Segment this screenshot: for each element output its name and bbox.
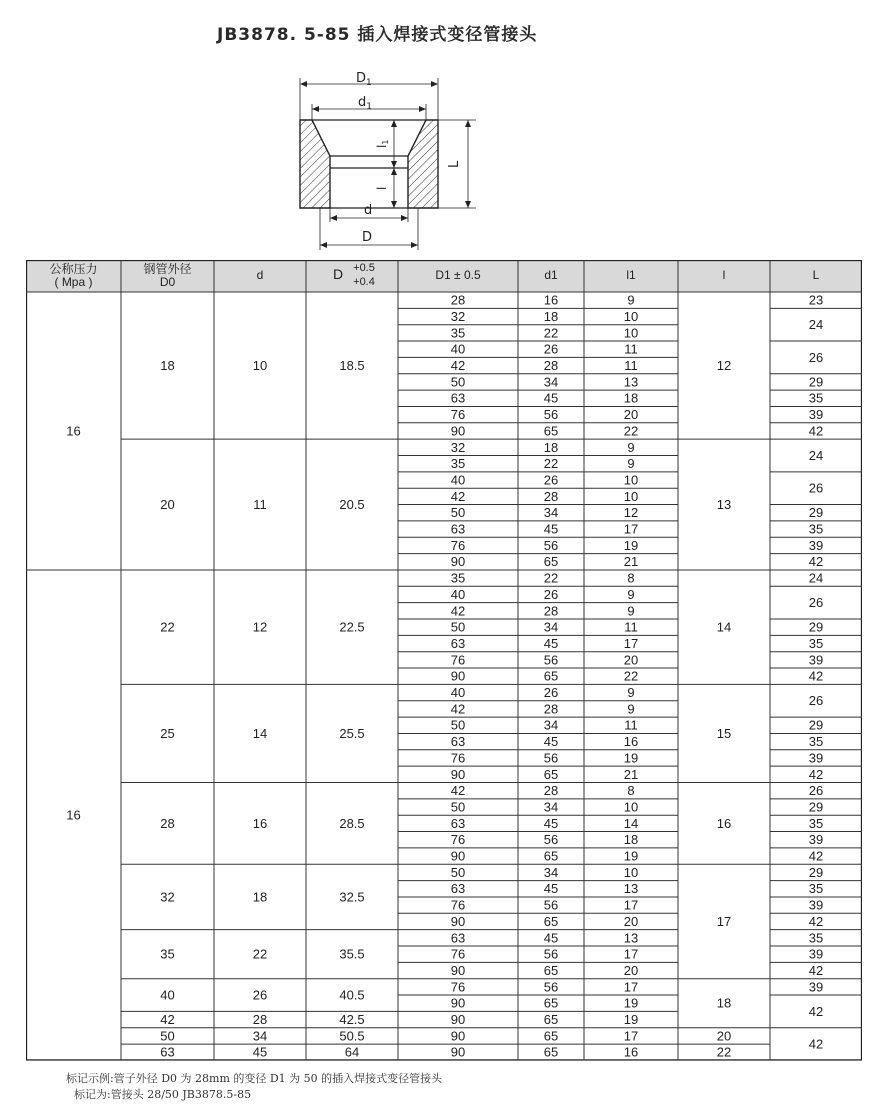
pipe-cell-d: 10 xyxy=(252,358,268,374)
cell-l1: 17 xyxy=(623,897,639,913)
cell-l1: 13 xyxy=(623,374,639,390)
pipe-cell-D0: 42 xyxy=(160,1012,175,1028)
L-cell-value: 42 xyxy=(808,554,824,570)
l-cell-value: 13 xyxy=(716,496,732,512)
pipe-cell-d: 34 xyxy=(252,1028,268,1044)
cell-D1: 76 xyxy=(450,832,466,848)
L-cell-value: 24 xyxy=(808,447,824,463)
l-cell-value: 22 xyxy=(716,1044,732,1060)
cell-l1: 22 xyxy=(623,423,639,439)
pipe-cell-D0: 20 xyxy=(160,496,175,512)
pipe-cell-D: 18.5 xyxy=(339,358,365,374)
cell-l1: 21 xyxy=(623,554,639,570)
pipe-cell-D: 64 xyxy=(344,1044,360,1060)
label-l: l xyxy=(375,186,389,190)
cell-l1: 8 xyxy=(627,570,635,586)
cell-D1: 40 xyxy=(450,472,466,488)
L-cell-value: 42 xyxy=(808,962,824,978)
L-cell-value: 42 xyxy=(808,1036,824,1052)
spec-table xyxy=(26,260,862,1070)
pipe-cell-D0: 28 xyxy=(160,815,175,831)
cell-D1: 76 xyxy=(450,979,466,995)
cell-d1: 34 xyxy=(543,374,559,390)
cell-l1: 11 xyxy=(624,341,638,357)
cell-d1: 45 xyxy=(543,521,559,537)
L-cell-value: 29 xyxy=(808,374,824,390)
page-title: JB3878. 5-85 插入焊接式变径管接头 xyxy=(217,25,538,45)
cell-l1: 22 xyxy=(623,668,639,684)
cell-D1: 63 xyxy=(450,635,466,651)
L-cell-value: 26 xyxy=(808,783,824,799)
L-cell-value: 23 xyxy=(808,292,824,308)
label-d: d xyxy=(364,203,373,218)
pipe-cell-d: 14 xyxy=(252,725,268,741)
cell-l1: 10 xyxy=(623,488,639,504)
L-cell-value: 42 xyxy=(808,423,824,439)
L-cell-value: 42 xyxy=(808,848,824,864)
cell-D1: 42 xyxy=(450,488,466,504)
cell-l1: 10 xyxy=(623,799,639,815)
marking-example-note: 标记示例:管子外径 D0 为 28mm 的变径 D1 为 50 的插入焊接式变径管接头 xyxy=(66,1072,443,1085)
cell-l1: 17 xyxy=(623,979,639,995)
pipe-cell-d: 22 xyxy=(252,946,268,962)
label-D1: $D_1$ xyxy=(356,71,372,88)
cell-D1: 50 xyxy=(450,619,466,635)
cell-d1: 28 xyxy=(543,603,559,619)
l-cell-value: 16 xyxy=(716,815,732,831)
cell-D1: 76 xyxy=(450,750,466,766)
label-d1: $d_1$ xyxy=(358,95,372,112)
cell-D1: 40 xyxy=(450,341,466,357)
cell-d1: 34 xyxy=(543,717,559,733)
cell-d1: 28 xyxy=(543,358,559,374)
cell-d1: 65 xyxy=(543,848,559,864)
cell-l1: 16 xyxy=(623,1044,639,1060)
cell-l1: 19 xyxy=(623,848,639,864)
cell-d1: 26 xyxy=(543,586,559,602)
pressure-cell-value: 16 xyxy=(66,807,81,823)
cell-D1: 50 xyxy=(450,717,466,733)
cell-l1: 9 xyxy=(627,701,635,717)
cell-D1: 76 xyxy=(450,537,466,553)
header-L: L xyxy=(812,268,820,283)
cell-D1: 42 xyxy=(450,783,466,799)
L-cell-value: 39 xyxy=(808,979,824,995)
pipe-cell-D: 28.5 xyxy=(339,815,365,831)
pipe-cell-D0: 63 xyxy=(160,1044,175,1060)
cell-d1: 45 xyxy=(543,815,559,831)
cell-D1: 63 xyxy=(450,815,466,831)
header-l1: l1 xyxy=(626,268,636,283)
L-cell-value: 29 xyxy=(808,619,824,635)
L-cell-value: 26 xyxy=(808,693,824,709)
cell-d1: 26 xyxy=(543,472,559,488)
pipe-cell-d: 45 xyxy=(252,1044,268,1060)
fitting-drawing xyxy=(290,68,490,262)
cell-D1: 40 xyxy=(450,685,466,701)
cell-D1: 42 xyxy=(450,701,466,717)
pipe-cell-D0: 32 xyxy=(160,889,175,905)
L-cell-value: 24 xyxy=(808,570,824,586)
cell-d1: 65 xyxy=(543,1012,559,1028)
L-cell-value: 29 xyxy=(808,505,824,521)
cell-d1: 65 xyxy=(543,554,559,570)
pipe-cell-D: 22.5 xyxy=(339,619,365,635)
L-cell-value: 42 xyxy=(808,1003,824,1019)
L-cell-value: 35 xyxy=(808,390,824,406)
L-cell-value: 42 xyxy=(808,668,824,684)
cell-D1: 90 xyxy=(450,423,466,439)
L-cell-value: 35 xyxy=(808,881,824,897)
pipe-cell-D0: 18 xyxy=(160,358,175,374)
cell-d1: 65 xyxy=(543,668,559,684)
cell-d1: 28 xyxy=(543,488,559,504)
pipe-cell-D0: 25 xyxy=(160,725,175,741)
cell-D1: 35 xyxy=(450,570,466,586)
cell-D1: 50 xyxy=(450,505,466,521)
cell-d1: 34 xyxy=(543,505,559,521)
cell-D1: 90 xyxy=(450,995,466,1011)
marking-format-note: 标记为:管接头 28/50 JB3878.5-85 xyxy=(74,1088,252,1101)
L-cell-value: 39 xyxy=(808,832,824,848)
cell-l1: 16 xyxy=(623,734,639,750)
cell-d1: 56 xyxy=(543,979,559,995)
cell-l1: 17 xyxy=(623,946,639,962)
pipe-cell-D: 42.5 xyxy=(339,1012,365,1028)
cell-l1: 9 xyxy=(627,439,635,455)
cell-D1: 76 xyxy=(450,407,466,423)
L-cell-value: 35 xyxy=(808,815,824,831)
L-cell-value: 42 xyxy=(808,913,824,929)
l-cell-value: 20 xyxy=(716,1028,732,1044)
header-D0: 钢管外径 xyxy=(143,262,192,277)
pipe-cell-D0: 40 xyxy=(160,987,175,1003)
header-l: l xyxy=(722,268,726,283)
cell-l1: 19 xyxy=(623,537,639,553)
cell-l1: 11 xyxy=(624,358,638,374)
cell-d1: 45 xyxy=(543,734,559,750)
cell-D1: 76 xyxy=(450,897,466,913)
L-cell-value: 29 xyxy=(808,799,824,815)
cell-d1: 45 xyxy=(543,635,559,651)
cell-D1: 50 xyxy=(450,374,466,390)
cell-D1: 50 xyxy=(450,864,466,880)
cell-l1: 20 xyxy=(623,407,639,423)
cell-l1: 17 xyxy=(623,521,639,537)
pipe-cell-d: 16 xyxy=(252,815,268,831)
L-cell-value: 39 xyxy=(808,946,824,962)
cell-d1: 65 xyxy=(543,1044,559,1060)
cell-l1: 8 xyxy=(627,783,635,799)
header-D0-sub: D0 xyxy=(159,275,176,290)
cell-l1: 11 xyxy=(624,717,638,733)
right-wall-section xyxy=(408,120,438,208)
cell-l1: 12 xyxy=(623,505,639,521)
cell-d1: 65 xyxy=(543,962,559,978)
L-cell-value: 39 xyxy=(808,750,824,766)
cell-l1: 10 xyxy=(623,472,639,488)
L-cell-value: 26 xyxy=(808,480,824,496)
pipe-cell-D: 50.5 xyxy=(339,1028,365,1044)
header-D1: D1 ± 0.5 xyxy=(435,268,481,283)
cell-D1: 63 xyxy=(450,734,466,750)
cell-d1: 34 xyxy=(543,619,559,635)
pipe-cell-d: 12 xyxy=(252,619,268,635)
cell-l1: 13 xyxy=(623,930,639,946)
header-pressure-sub: ( Mpa ) xyxy=(54,275,93,290)
cell-d1: 65 xyxy=(543,766,559,782)
L-cell-value: 29 xyxy=(808,864,824,880)
cell-l1: 17 xyxy=(623,1028,639,1044)
cell-l1: 19 xyxy=(623,1012,639,1028)
cell-D1: 90 xyxy=(450,913,466,929)
cell-l1: 10 xyxy=(623,864,639,880)
cell-d1: 22 xyxy=(543,456,559,472)
cell-D1: 63 xyxy=(450,521,466,537)
pipe-cell-D0: 35 xyxy=(160,946,175,962)
cell-D1: 42 xyxy=(450,603,466,619)
pipe-cell-D: 25.5 xyxy=(339,725,365,741)
cell-d1: 18 xyxy=(543,308,559,324)
cell-D1: 90 xyxy=(450,1028,466,1044)
cell-D1: 63 xyxy=(450,881,466,897)
pipe-cell-d: 26 xyxy=(252,987,268,1003)
cell-d1: 56 xyxy=(543,832,559,848)
cell-d1: 56 xyxy=(543,652,559,668)
cell-l1: 9 xyxy=(627,292,635,308)
pipe-cell-D: 20.5 xyxy=(339,496,365,512)
l-cell-value: 12 xyxy=(716,358,732,374)
table-border xyxy=(27,261,862,1060)
cell-d1: 65 xyxy=(543,995,559,1011)
l-cell-value: 15 xyxy=(716,725,732,741)
pipe-cell-D0: 22 xyxy=(160,619,175,635)
cell-d1: 22 xyxy=(543,570,559,586)
cell-D1: 35 xyxy=(450,325,466,341)
cell-d1: 18 xyxy=(543,439,559,455)
L-cell-value: 39 xyxy=(808,407,824,423)
pipe-cell-d: 11 xyxy=(253,496,267,512)
cell-l1: 18 xyxy=(623,390,639,406)
cell-D1: 90 xyxy=(450,1012,466,1028)
cell-D1: 28 xyxy=(450,292,466,308)
L-cell-value: 39 xyxy=(808,897,824,913)
cell-D1: 90 xyxy=(450,766,466,782)
cell-d1: 28 xyxy=(543,783,559,799)
cell-D1: 32 xyxy=(450,308,466,324)
L-cell-value: 35 xyxy=(808,635,824,651)
L-cell-value: 39 xyxy=(808,537,824,553)
cell-D1: 76 xyxy=(450,652,466,668)
l-cell-value: 18 xyxy=(716,995,732,1011)
cell-l1: 9 xyxy=(627,586,635,602)
cell-D1: 50 xyxy=(450,799,466,815)
cell-d1: 56 xyxy=(543,537,559,553)
cell-l1: 21 xyxy=(623,766,639,782)
cell-D1: 90 xyxy=(450,848,466,864)
left-wall-section xyxy=(300,120,330,208)
cell-D1: 90 xyxy=(450,1044,466,1060)
cell-d1: 45 xyxy=(543,881,559,897)
cell-d1: 56 xyxy=(543,407,559,423)
L-cell-value: 26 xyxy=(808,595,824,611)
cell-D1: 90 xyxy=(450,962,466,978)
L-cell-value: 29 xyxy=(808,717,824,733)
svg-text:D: D xyxy=(332,266,344,282)
cell-l1: 18 xyxy=(623,832,639,848)
pipe-cell-d: 18 xyxy=(252,889,268,905)
cell-l1: 19 xyxy=(623,750,639,766)
l-cell-value: 17 xyxy=(716,913,732,929)
cell-l1: 20 xyxy=(623,962,639,978)
cell-D1: 90 xyxy=(450,668,466,684)
header-d: d xyxy=(256,268,264,283)
L-cell-value: 26 xyxy=(808,349,824,365)
l-cell-value: 14 xyxy=(716,619,732,635)
header-d1: d1 xyxy=(544,268,558,283)
cell-d1: 28 xyxy=(543,701,559,717)
cell-d1: 65 xyxy=(543,423,559,439)
cell-d1: 16 xyxy=(543,292,559,308)
L-cell-value: 42 xyxy=(808,766,824,782)
cell-l1: 10 xyxy=(623,325,639,341)
L-cell-value: 39 xyxy=(808,652,824,668)
cell-D1: 42 xyxy=(450,358,466,374)
cell-l1: 17 xyxy=(623,635,639,651)
cell-d1: 22 xyxy=(543,325,559,341)
cell-d1: 56 xyxy=(543,750,559,766)
label-D: D xyxy=(362,230,373,245)
cell-D1: 35 xyxy=(450,456,466,472)
pipe-cell-D0: 50 xyxy=(160,1028,175,1044)
cell-l1: 9 xyxy=(627,603,635,619)
cell-d1: 65 xyxy=(543,913,559,929)
pipe-cell-D: 32.5 xyxy=(339,889,365,905)
pipe-cell-d: 28 xyxy=(252,1012,268,1028)
cell-D1: 63 xyxy=(450,930,466,946)
cell-d1: 45 xyxy=(543,390,559,406)
cell-l1: 20 xyxy=(623,652,639,668)
cell-d1: 34 xyxy=(543,864,559,880)
label-l1: l1 xyxy=(375,139,390,148)
svg-text:+0.4: +0.4 xyxy=(353,276,375,288)
cell-l1: 13 xyxy=(623,881,639,897)
header-pressure: 公称压力 xyxy=(49,262,98,277)
pressure-cell-value: 16 xyxy=(66,423,81,439)
label-L: L xyxy=(447,160,462,168)
svg-text:+0.5: +0.5 xyxy=(353,262,375,274)
L-cell-value: 35 xyxy=(808,734,824,750)
L-cell-value: 35 xyxy=(808,521,824,537)
L-cell-value: 35 xyxy=(808,930,824,946)
cell-d1: 56 xyxy=(543,946,559,962)
cell-l1: 11 xyxy=(624,619,638,635)
cell-l1: 9 xyxy=(627,685,635,701)
cell-l1: 19 xyxy=(623,995,639,1011)
cell-l1: 9 xyxy=(627,456,635,472)
cell-d1: 65 xyxy=(543,1028,559,1044)
pipe-cell-D: 35.5 xyxy=(339,946,365,962)
cell-D1: 63 xyxy=(450,390,466,406)
cell-d1: 56 xyxy=(543,897,559,913)
cell-D1: 32 xyxy=(450,439,466,455)
cell-d1: 45 xyxy=(543,930,559,946)
cell-l1: 20 xyxy=(623,913,639,929)
cell-D1: 76 xyxy=(450,946,466,962)
cell-D1: 40 xyxy=(450,586,466,602)
cell-d1: 26 xyxy=(543,341,559,357)
cell-d1: 34 xyxy=(543,799,559,815)
cell-l1: 14 xyxy=(623,815,639,831)
cell-D1: 90 xyxy=(450,554,466,570)
cell-l1: 10 xyxy=(623,308,639,324)
pipe-cell-D: 40.5 xyxy=(339,987,365,1003)
cell-d1: 26 xyxy=(543,685,559,701)
L-cell-value: 24 xyxy=(808,317,824,333)
